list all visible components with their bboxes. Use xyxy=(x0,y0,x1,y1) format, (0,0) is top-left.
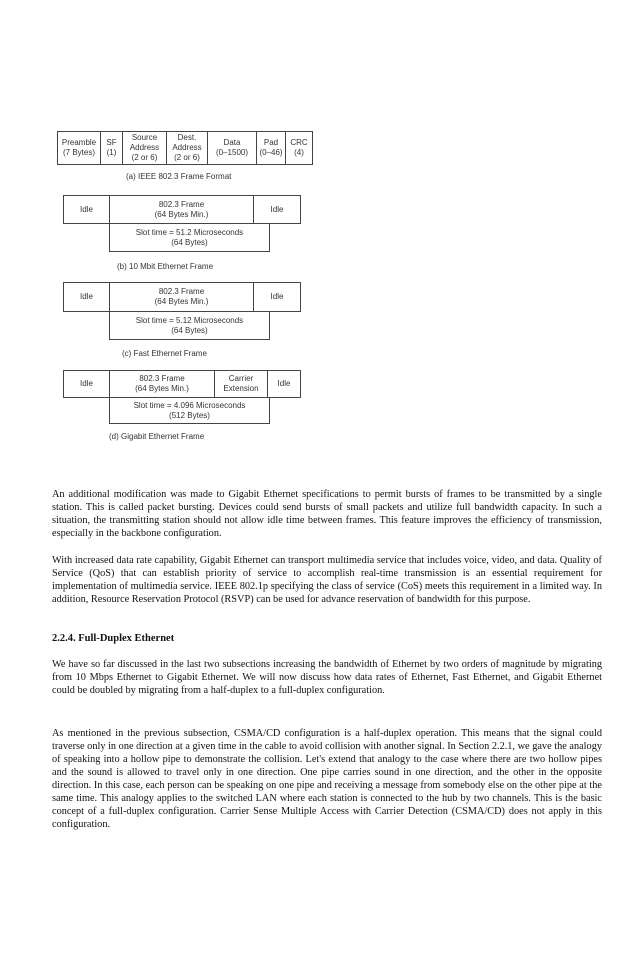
idle-right-cell: Idle xyxy=(253,282,301,312)
slot-time-cell: Slot time = 4.096 Microseconds (512 Bytes) xyxy=(109,397,270,424)
figure-a-caption: (a) IEEE 802.3 Frame Format xyxy=(126,172,232,181)
preamble-cell: Preamble (7 Bytes) xyxy=(57,131,101,165)
frame-cell: 802.3 Frame (64 Bytes Min.) xyxy=(109,282,254,312)
paragraph-full-duplex-intro: We have so far discussed in the last two subsections increasing the bandwidth of Ethernet by two orders of magnitude by migrating from 10 Mbps Ethernet to Gigabit Ethernet. We will now discuss how data rates of Ethernet, Fast Ethernet, and Gigabit Ethernet could be doubled by migrating from a half-duplex to a full-duplex configuration. xyxy=(52,659,602,696)
sf-cell: SF (1) xyxy=(100,131,123,165)
data-cell: Data (0–1500) xyxy=(207,131,257,165)
section-heading: 2.2.4. Full-Duplex Ethernet xyxy=(52,633,175,644)
carrier-extension-cell: Carrier Extension xyxy=(214,370,268,398)
paragraph-multimedia-qos: With increased data rate capability, Gigabit Ethernet can transport multimedia service that includes voice, video, and data. Quality of Service (QoS) that can establish priority of service to accomplish real-time transmission is an essential requirement for implementation of multimedia service. IEEE 802.1p specifying the class of service (CoS) meets this requirement in a limited way. In addition, Resource Reservation Protocol (RSVP) can be used for advance reservation of bandwidth for this purpose. xyxy=(52,555,602,605)
idle-left-cell: Idle xyxy=(63,195,110,224)
dest-address-cell: Dest. Address (2 or 6) xyxy=(166,131,208,165)
figure-c-caption: (c) Fast Ethernet Frame xyxy=(122,349,207,358)
frame-cell: 802.3 Frame (64 Bytes Min.) xyxy=(109,195,254,224)
paragraph-packet-bursting: An additional modification was made to Gigabit Ethernet specifications to permit bursts of frames to be transmitted by a single station. This is called packet bursting. Devices could send bursts of small packets and utilize full bandwidth capacity. In such a situation, the transmitting station should not allow idle time between frames. This feature improves the efficiency of transmission, especially in the backbone configuration. xyxy=(52,489,602,539)
paragraph-half-duplex-analogy: As mentioned in the previous subsection, CSMA/CD configuration is a half-duplex operation. This means that the signal could traverse only in one direction at a given time in the cable to avoid collision with another signal. In Section 2.2.1, we gave the analogy of speaking into a hollow pipe to demonstrate the collision. Let's extend that analogy to the case where there are two hollow pipes and the sound is allowed to travel only in one direction. One pipe carries sound in one direction, and the other in the opposite direction. In this case, each person can be speaking on one pipe and receiving a message from somebody else on the other pipe at the same time. This analogy applies to the switched LAN where each station is connected to the hub by two channels. This is the basic concept of a full-duplex configuration. Carrier Sense Multiple Access with Carrier Detection (CSMA/CD) does not apply in this configuration. xyxy=(52,728,602,830)
source-address-cell: Source Address (2 or 6) xyxy=(122,131,167,165)
idle-right-cell: Idle xyxy=(253,195,301,224)
idle-right-cell: Idle xyxy=(267,370,301,398)
frame-cell: 802.3 Frame (64 Bytes Min.) xyxy=(109,370,215,398)
figure-d-caption: (d) Gigabit Ethernet Frame xyxy=(109,432,205,441)
slot-time-cell: Slot time = 51.2 Microseconds (64 Bytes) xyxy=(109,223,270,252)
slot-time-cell: Slot time = 5.12 Microseconds (64 Bytes) xyxy=(109,311,270,340)
figure-b-caption: (b) 10 Mbit Ethernet Frame xyxy=(117,262,214,271)
crc-cell: CRC (4) xyxy=(285,131,313,165)
idle-left-cell: Idle xyxy=(63,370,110,398)
pad-cell: Pad (0–46) xyxy=(256,131,286,165)
idle-left-cell: Idle xyxy=(63,282,110,312)
